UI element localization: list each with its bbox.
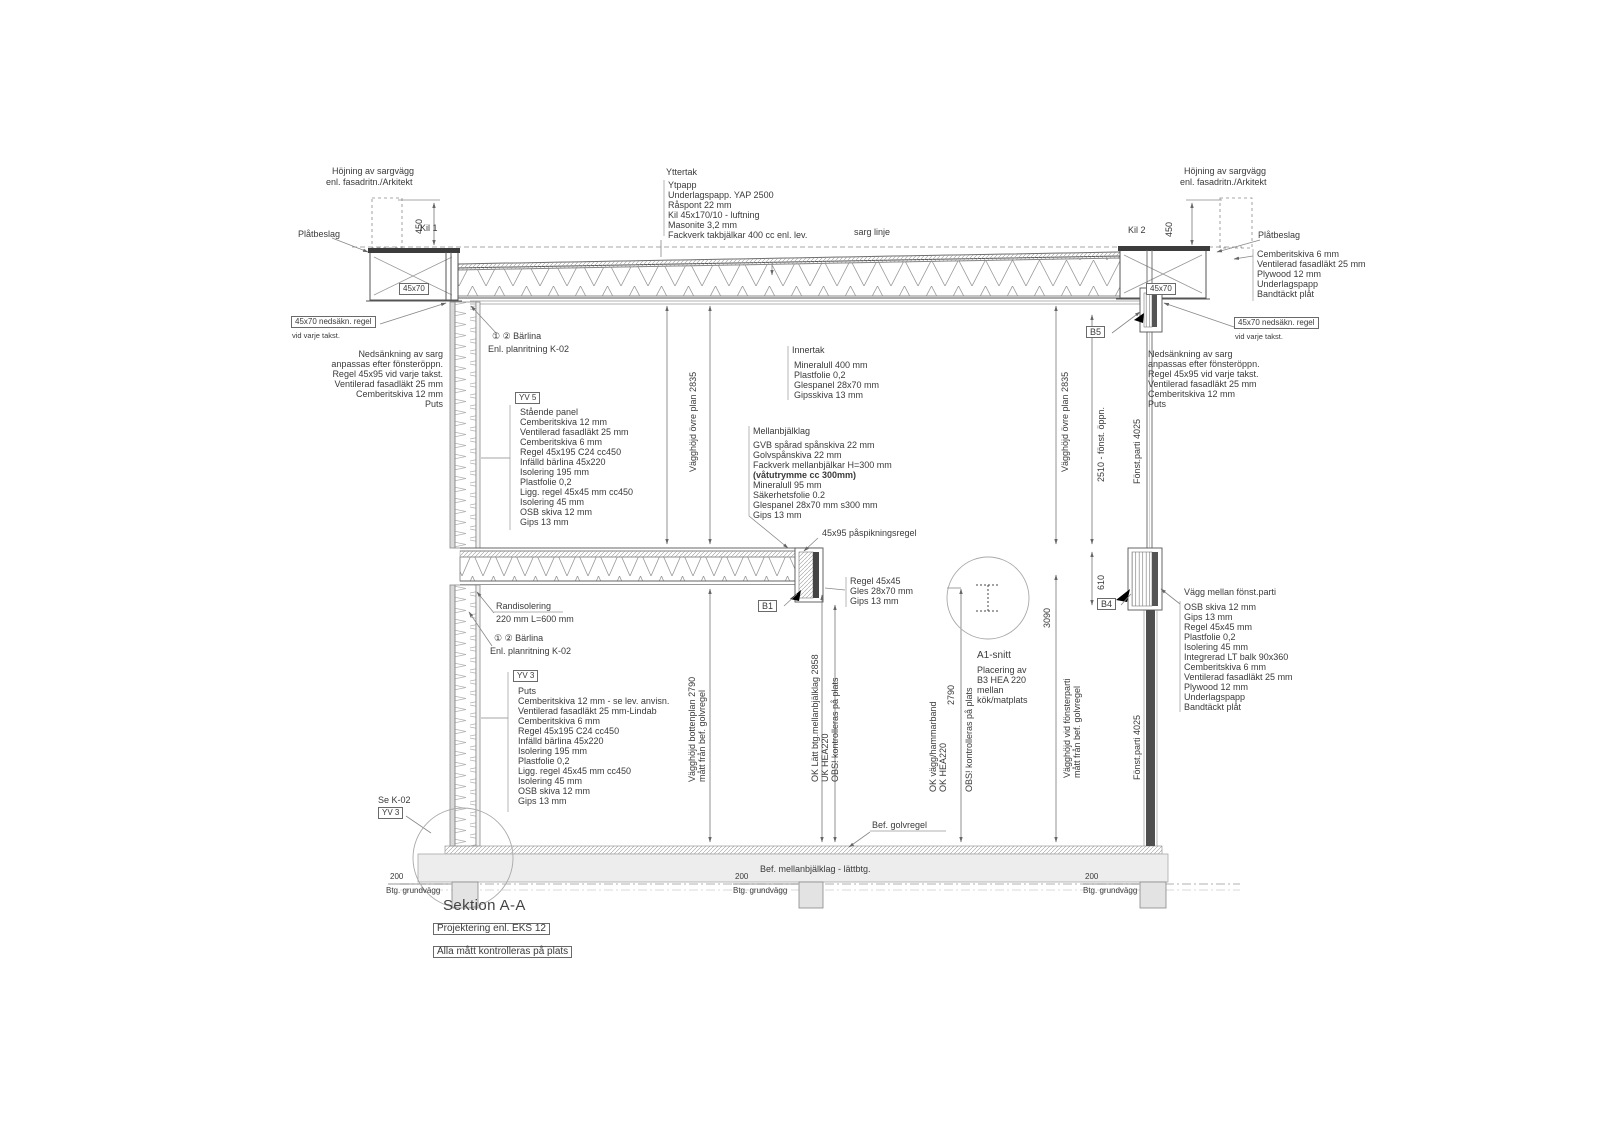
bef-mellanbjalklag-label: Bef. mellanbjälklag - lättbtg. — [760, 864, 871, 874]
spec-line: Mineralull 95 mm — [753, 480, 822, 490]
spec-line: Gips 13 mm — [520, 517, 569, 527]
spec-line: Gips 13 mm — [850, 596, 899, 606]
spec-line: Isolering 195 mm — [518, 746, 588, 756]
kil1-label: Kil 1 — [420, 223, 438, 233]
spec-line: Underlagspapp — [1184, 692, 1246, 702]
roof-right-assembly — [1257, 249, 1366, 299]
dim-vagghojd-ovre-left: Vägghöjd övre plan 2835 — [688, 371, 698, 472]
spec-line: OSB skiva 12 mm — [1184, 602, 1257, 612]
dim-2510-fonst-oppn: 2510 - fönst. öppn. — [1096, 406, 1106, 482]
parapet-45x70-left: 45x70 — [399, 283, 429, 295]
spec-line: Bandtäckt plåt — [1184, 702, 1242, 712]
spec-line: Gips 13 mm — [753, 510, 802, 520]
nedsankning-left — [303, 349, 443, 409]
dim-line-1: Vägghöjd vid fönsterparti — [1062, 678, 1072, 778]
spec-line: Underlagspapp. YAP 2500 — [668, 190, 774, 200]
dim-3090: 3090 — [1042, 607, 1052, 628]
yv3-tag: YV 3 — [513, 670, 538, 682]
spec-line: Cemberitskiva 6 mm — [1184, 662, 1267, 672]
platbeslag-right-label: Plåtbeslag — [1258, 230, 1301, 240]
kil2-label: Kil 2 — [1128, 225, 1146, 235]
spec-line: Gles 28x70 mm — [850, 586, 914, 596]
dim-line-2: mått från bef. golvregel — [697, 689, 707, 782]
randisolering-2: 220 mm L=600 mm — [496, 614, 574, 624]
dim-200-center: 200 — [735, 872, 749, 881]
dim-450-left: 450 — [414, 218, 424, 234]
spec-line: kök/matplats — [977, 695, 1028, 705]
a1-snitt-desc — [977, 665, 1028, 705]
barlina-circled-numbers: ① ② — [492, 331, 511, 341]
spec-line: Cemberitskiva 6 mm — [518, 716, 601, 726]
se-k02-yv3-tag: YV 3 — [378, 807, 403, 819]
spec-line: Isolering 195 mm — [520, 467, 590, 477]
btg-grundvagg-center: Btg. grundvägg — [733, 886, 788, 895]
dim-line-2: mått från bef. golvregel — [1072, 685, 1082, 778]
spec-line: Ventilerad fasadläkt 25 mm-Lindab — [518, 706, 657, 716]
dim-obs-right: OBS! kontrolleras på plats — [964, 687, 974, 792]
spec-line: Glespanel 28x70 mm — [794, 380, 880, 390]
barlina-label: Bärlina — [515, 633, 544, 643]
hea-beam-symbol — [976, 585, 1000, 611]
dim-vagghojd-fonsterparti — [1062, 678, 1082, 778]
vagg-mellan-spec — [1184, 602, 1293, 712]
mid-floor — [460, 548, 823, 602]
spec-line: anpassas efter fönsteröppn. — [331, 359, 443, 369]
spec-line: Isolering 45 mm — [520, 497, 585, 507]
spec-line: Cemberitskiva 12 mm - se lev. anvisn. — [518, 696, 670, 706]
spec-line: GVB spårad spånskiva 22 mm — [753, 440, 875, 450]
spec-line: Mineralull 400 mm — [794, 360, 868, 370]
spec-line: Glespanel 28x70 mm s300 mm — [753, 500, 878, 510]
spec-line: Plastfolie 0,2 — [520, 477, 572, 487]
spec-line: Bandtäckt plåt — [1257, 289, 1315, 299]
barlina-lower — [494, 633, 543, 643]
note-projektering: Projektering enl. EKS 12 — [433, 923, 550, 935]
spec-line: mellan — [977, 685, 1004, 695]
dim-line-1: Vägghöjd bottenplan 2790 — [687, 676, 697, 782]
randisolering-1: Randisolering — [496, 601, 552, 611]
mellanbjalklag-title: Mellanbjälklag — [753, 426, 811, 436]
parapet-45x70-right: 45x70 — [1146, 283, 1176, 295]
dim-line-2: UK HEA220 — [820, 733, 830, 782]
spec-line: Kil 45x170/10 - luftning — [668, 210, 760, 220]
se-k02-label: Se K-02 — [378, 795, 411, 805]
spec-line: Regel 45x45 mm — [1184, 622, 1253, 632]
spec-line: OSB skiva 12 mm — [518, 786, 591, 796]
spec-line: Puts — [1148, 399, 1167, 409]
spec-line: Ventilerad fasadläkt 25 mm — [334, 379, 443, 389]
spec-line: Gips 13 mm — [1184, 612, 1233, 622]
dim-ok-latt-btg — [810, 654, 840, 782]
spec-line: Plywood 12 mm — [1184, 682, 1249, 692]
platbeslag-left-label: Plåtbeslag — [298, 229, 341, 239]
spec-line: Plastfolie 0,2 — [1184, 632, 1236, 642]
nedsakn-regel-left: 45x70 nedsäkn. regel — [291, 316, 376, 328]
dim-fonstparti-lower: Fönst.parti 4025 — [1132, 714, 1142, 780]
regel-45x45-spec — [850, 576, 913, 606]
bef-golvregel-label: Bef. golvregel — [872, 820, 928, 830]
barlina-lower-sub: Enl. planritning K-02 — [490, 646, 572, 656]
spec-line: Nedsänkning av sarg — [1148, 349, 1233, 359]
dim-2790: 2790 — [946, 684, 956, 705]
callout-b5: B5 — [1086, 326, 1105, 338]
spec-line: Placering av — [977, 665, 1027, 675]
spec-line: Masonite 3,2 mm — [668, 220, 738, 230]
note-alla-matt: Alla mått kontrolleras på plats — [433, 946, 572, 958]
drawing-title: Sektion A-A — [443, 897, 526, 914]
spec-line: Isolering 45 mm — [1184, 642, 1249, 652]
dim-line-1: OK vägg/hammarband — [928, 701, 938, 792]
spec-line: anpassas efter fönsteröppn. — [1148, 359, 1260, 369]
spec-line: Säkerhetsfolie 0.2 — [753, 490, 826, 500]
hojning-left-1: Höjning av sargvägg — [332, 166, 415, 176]
nedsakn-regel-left-sub: vid varje takst. — [292, 331, 340, 340]
spec-line: Plywood 12 mm — [1257, 269, 1322, 279]
spec-line: Integrerad LT balk 90x360 — [1184, 652, 1289, 662]
spec-line: Gips 13 mm — [518, 796, 567, 806]
dim-vagghojd-ovre-right: Vägghöjd övre plan 2835 — [1060, 371, 1070, 472]
dim-line-1: OK Lätt btg.mellanbjälklag 2858 — [810, 654, 820, 782]
barlina-upper — [492, 331, 541, 341]
hojning-right-1: Höjning av sargvägg — [1184, 166, 1267, 176]
sarg-linje-label: sarg linje — [854, 227, 891, 237]
spec-line: Regel 45x195 C24 cc450 — [520, 447, 622, 457]
yv5-spec — [520, 407, 633, 527]
spec-line: Puts — [518, 686, 537, 696]
spec-line: Cemberitskiva 12 mm — [520, 417, 608, 427]
spec-line: Cemberitskiva 12 mm — [355, 389, 443, 399]
vagg-mellan-title: Vägg mellan fönst.parti — [1184, 587, 1277, 597]
nedsakn-regel-right-sub: vid varje takst. — [1235, 332, 1283, 341]
nedsakn-regel-right: 45x70 nedsäkn. regel — [1234, 317, 1319, 329]
spec-line: Cemberitskiva 12 mm — [1148, 389, 1236, 399]
spec-line: Gipsskiva 13 mm — [794, 390, 864, 400]
dim-200-left: 200 — [390, 872, 404, 881]
spec-line: Regel 45x195 C24 cc450 — [518, 726, 620, 736]
spec-line: Ventilerad fasadläkt 25 mm — [520, 427, 629, 437]
spec-line: Golvspånskiva 22 mm — [753, 450, 842, 460]
spec-line: (våtutrymme cc 300mm) — [753, 470, 857, 480]
spec-line: Råspont 22 mm — [668, 200, 732, 210]
hojning-right-2: enl. fasadritn./Arkitekt — [1180, 177, 1267, 187]
btg-grundvagg-left: Btg. grundvägg — [386, 886, 441, 895]
spec-line: Stående panel — [520, 407, 579, 417]
spec-line: Plastfolie 0,2 — [794, 370, 846, 380]
barlina-circled-numbers: ① ② — [494, 633, 513, 643]
dim-450-right: 450 — [1164, 221, 1174, 237]
hojning-left-2: enl. fasadritn./Arkitekt — [326, 177, 413, 187]
spec-line: Cemberitskiva 6 mm — [520, 437, 603, 447]
spec-line: Ligg. regel 45x45 mm cc450 — [520, 487, 634, 497]
spec-line: Regel 45x95 vid varje takst. — [1148, 369, 1259, 379]
dim-line-3: OBS! kontrolleras på plats — [830, 677, 840, 782]
dim-fonstparti-upper: Fönst.parti 4025 — [1132, 418, 1142, 484]
spec-line: Ventilerad fasadläkt 25 mm — [1148, 379, 1257, 389]
dim-line-2: OK HEA220 — [938, 742, 948, 792]
barlina-label: Bärlina — [513, 331, 542, 341]
callout-b4: B4 — [1097, 598, 1116, 610]
callout-b1: B1 — [758, 600, 777, 612]
spec-line: Isolering 45 mm — [518, 776, 583, 786]
spec-line: Underlagspapp — [1257, 279, 1319, 289]
spec-line: Ytpapp — [668, 180, 697, 190]
spec-line: Nedsänkning av sarg — [358, 349, 443, 359]
spec-line: Fackverk mellanbjälkar H=300 mm — [753, 460, 892, 470]
spec-line: Cemberitskiva 6 mm — [1257, 249, 1340, 259]
spec-line: Ventilerad fasadläkt 25 mm — [1257, 259, 1366, 269]
spec-line: Plastfolie 0,2 — [518, 756, 570, 766]
spec-line: Ligg. regel 45x45 mm cc450 — [518, 766, 632, 776]
barlina-upper-sub: Enl. planritning K-02 — [488, 344, 570, 354]
spec-line: Regel 45x45 — [850, 576, 901, 586]
spec-line: B3 HEA 220 — [977, 675, 1027, 685]
btg-grundvagg-right: Btg. grundvägg — [1083, 886, 1138, 895]
spec-line: Infälld bärlina 45x220 — [520, 457, 606, 467]
spec-line: Fackverk takbjälkar 400 cc enl. lev. — [668, 230, 808, 240]
spec-line: Infälld bärlina 45x220 — [518, 736, 604, 746]
yv5-tag: YV 5 — [515, 392, 540, 404]
spec-line: OSB skiva 12 mm — [520, 507, 593, 517]
spec-line: Ventilerad fasadläkt 25 mm — [1184, 672, 1293, 682]
dim-vagghojd-bottenplan — [687, 677, 707, 782]
nedsankning-right — [1148, 349, 1260, 409]
paspikningsregel-label: 45x95 påspikningsregel — [822, 528, 917, 538]
yttertak-title: Yttertak — [666, 167, 698, 177]
spec-line: Puts — [424, 399, 443, 409]
a1-snitt-title: A1-snitt — [977, 650, 1011, 661]
dim-ok-vagg — [928, 701, 948, 792]
dim-610: 610 — [1096, 574, 1106, 590]
dim-200-right: 200 — [1085, 872, 1099, 881]
yttertak-spec — [668, 180, 807, 240]
roof-assembly — [370, 252, 1158, 304]
innertak-spec — [794, 360, 879, 400]
yv3-spec — [518, 686, 669, 806]
mellanbjalklag-spec — [753, 440, 892, 520]
spec-line: Regel 45x95 vid varje takst. — [332, 369, 443, 379]
innertak-title: Innertak — [792, 345, 825, 355]
